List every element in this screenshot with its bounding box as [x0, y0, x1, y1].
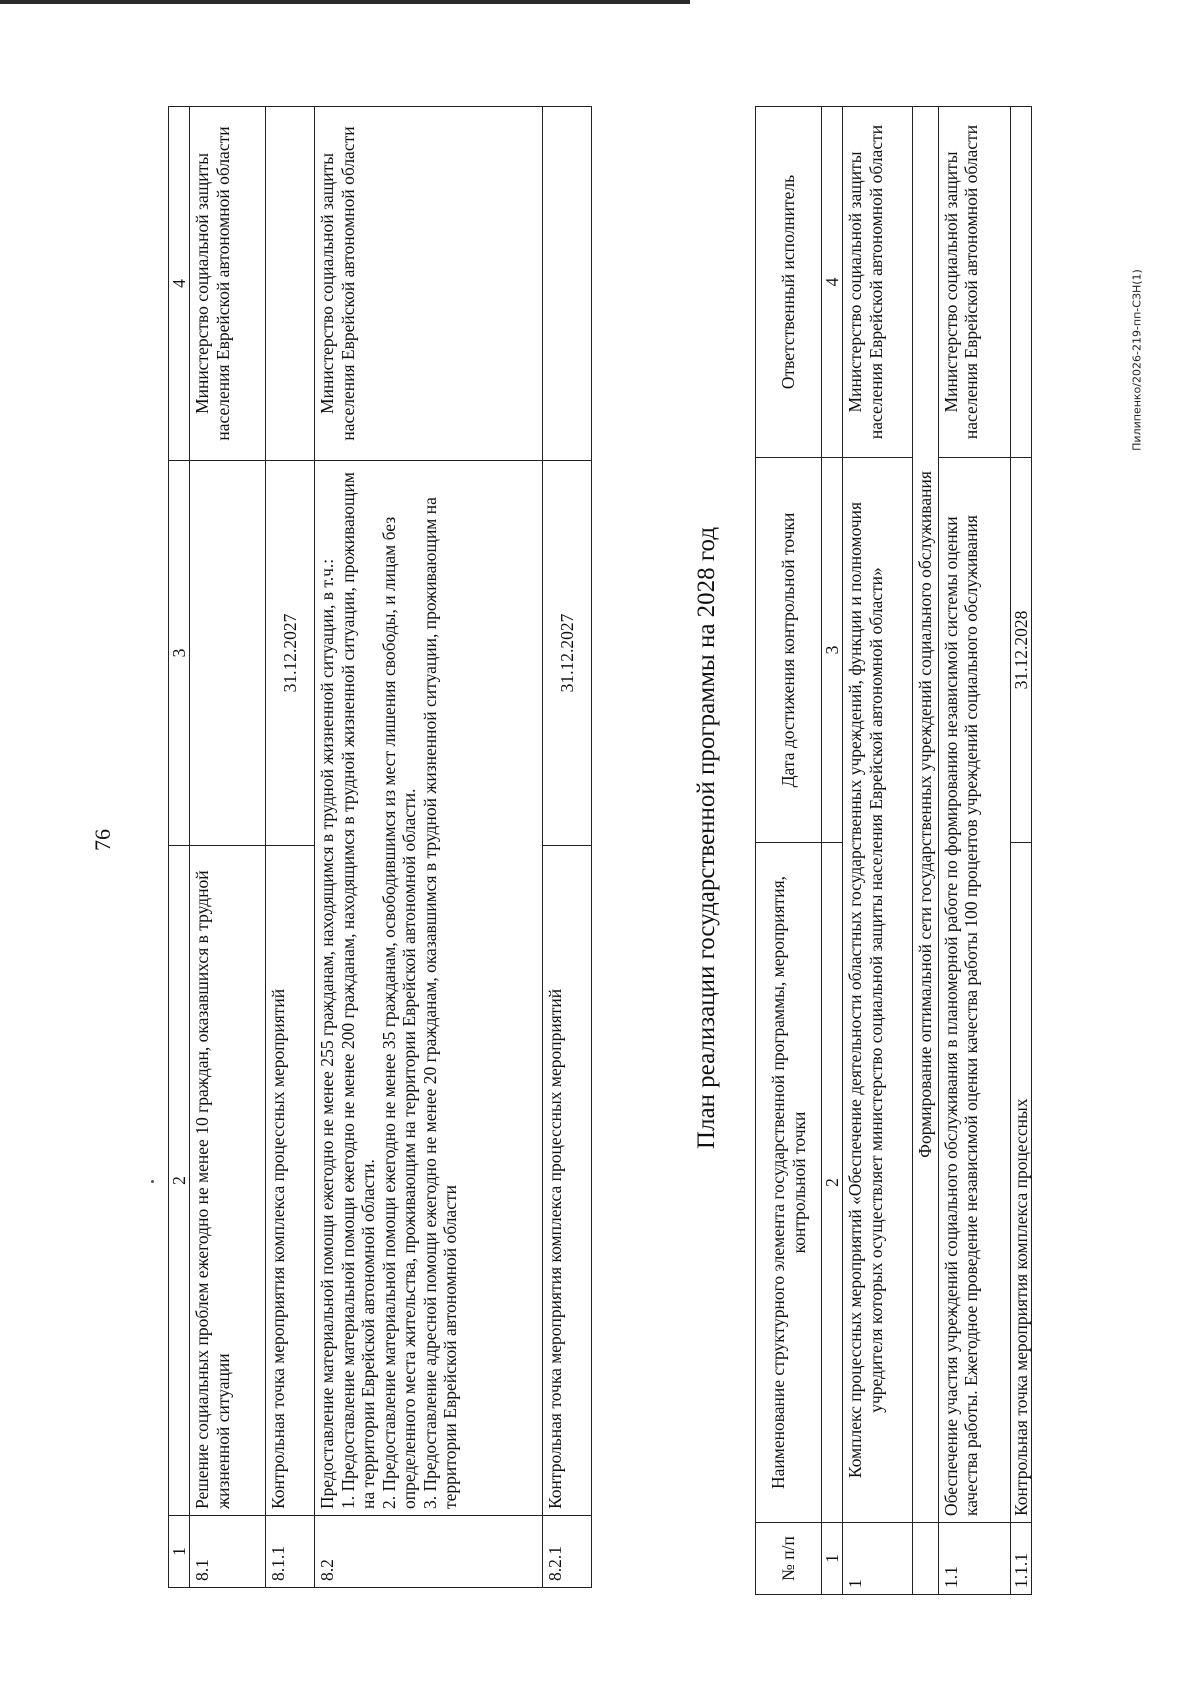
section-heading: Формирование оптимальной сети государственных учреждений социального обслуживания	[913, 107, 938, 1523]
row-name: Обеспечение участия учреждений социального обслуживания в планомерной работе по формированию независимой системы оценки качества работы. Ежегодное проведение независимой оценки качества работы 100 процентов учреждений социального обслуживания	[938, 458, 1010, 1523]
footer-document-code: Пилипенко/2026-219-пп-СЗН(1)	[1130, 269, 1144, 451]
plan-title: План реализации государственной программы на 2028 год	[693, 526, 720, 1150]
row-name: Контрольная точка мероприятия комплекса процессных мероприятий	[266, 846, 315, 1516]
row-number: 8.1	[190, 1516, 266, 1588]
page-number: 76	[90, 829, 115, 851]
row-name-line: 2. Предоставление материальной помощи ежегодно не менее 35 гражданам, освободившимся из мест лишения свободы, и лицам без определенного места жительства, проживающим на территории Еврейской автономной области.	[378, 516, 420, 1509]
continuation-table	[168, 106, 592, 1588]
table-row	[1010, 107, 1031, 1595]
table-header-row	[169, 107, 190, 1588]
table-row	[938, 107, 1010, 1595]
scan-top-edge	[0, 0, 690, 4]
row-number: 8.2.1	[543, 1516, 592, 1588]
row-executor: Министерство социальной защиты населения Еврейской автономной области	[315, 107, 543, 461]
col-header-3: 3	[169, 461, 190, 846]
row-name: Контрольная точка мероприятия комплекса процессных	[1010, 843, 1031, 1523]
col-number-3: 3	[822, 458, 843, 843]
row-name	[315, 461, 543, 1516]
row-number: 1.1.1	[1010, 1523, 1031, 1595]
row-name: Решение социальных проблем ежегодно не менее 10 граждан, оказавшихся в трудной жизненной ситуации	[190, 846, 266, 1516]
table-row	[266, 107, 315, 1588]
table-header-row	[756, 107, 822, 1595]
row-number: 8.1.1	[266, 1516, 315, 1588]
row-executor: Министерство социальной защиты населения Еврейской автономной области	[938, 107, 1010, 458]
col-header-executor: Ответственный исполнитель	[756, 107, 822, 458]
section-row	[913, 107, 938, 1595]
continuation-table-wrapper	[168, 106, 592, 1588]
section-empty-cell	[913, 1523, 938, 1595]
row-name: Контрольная точка мероприятия комплекса процессных мероприятий	[543, 846, 592, 1516]
row-date	[190, 461, 266, 846]
row-date: 31.12.2027	[543, 461, 592, 846]
table-row	[315, 107, 543, 1588]
row-name-line: Предоставление материальной помощи ежегодно не менее 255 гражданам, находящимся в трудной жизненной ситуации, в т.ч.:	[317, 558, 338, 1509]
scan-speck	[151, 1180, 154, 1183]
row-executor	[543, 107, 592, 461]
column-number-row	[822, 107, 843, 1595]
col-number-2: 2	[822, 843, 843, 1523]
complex-row	[843, 107, 913, 1595]
table-row	[190, 107, 266, 1588]
plan-table	[755, 106, 1032, 1595]
table-row	[543, 107, 592, 1588]
row-executor: Министерство социальной защиты населения Еврейской автономной области	[843, 107, 913, 458]
row-number: 1.1	[938, 1523, 1010, 1595]
row-number: 1	[843, 1523, 913, 1595]
col-header-2: 2	[169, 846, 190, 1516]
row-name-line: 3. Предоставление адресной помощи ежегодно не менее 20 гражданам, оказавшимся в трудной жизненной ситуации, проживающим на территории Еврейской автономной области	[419, 497, 461, 1509]
complex-name: Комплекс процессных мероприятий «Обеспечение деятельности областных государственных учреждений, функции и полномочия учредителя которых осуществляет министерство социальной защиты населения Еврейской автономной области»	[843, 458, 913, 1523]
col-number-1: 1	[822, 1523, 843, 1595]
col-header-name: Наименование структурного элемента государственной программы, мероприятия, контрольной точки	[756, 843, 822, 1523]
col-header-date: Дата достижения контрольной точки	[756, 458, 822, 843]
row-date: 31.12.2028	[1010, 458, 1031, 843]
row-date: 31.12.2027	[266, 461, 315, 846]
row-executor	[266, 107, 315, 461]
col-header-num: № п/п	[756, 1523, 822, 1595]
row-executor: Министерство социальной защиты населения Еврейской автономной области	[190, 107, 266, 461]
plan-table-wrapper	[755, 106, 1032, 1595]
col-header-4: 4	[169, 107, 190, 461]
row-number: 8.2	[315, 1516, 543, 1588]
row-executor	[1010, 107, 1031, 458]
row-name-line: 1. Предоставление материальной помощи ежегодно не менее 200 гражданам, находящимся в трудной жизненной ситуации, проживающим на территории Еврейской автономной области.	[337, 472, 379, 1509]
col-number-4: 4	[822, 107, 843, 458]
col-header-1: 1	[169, 1516, 190, 1588]
